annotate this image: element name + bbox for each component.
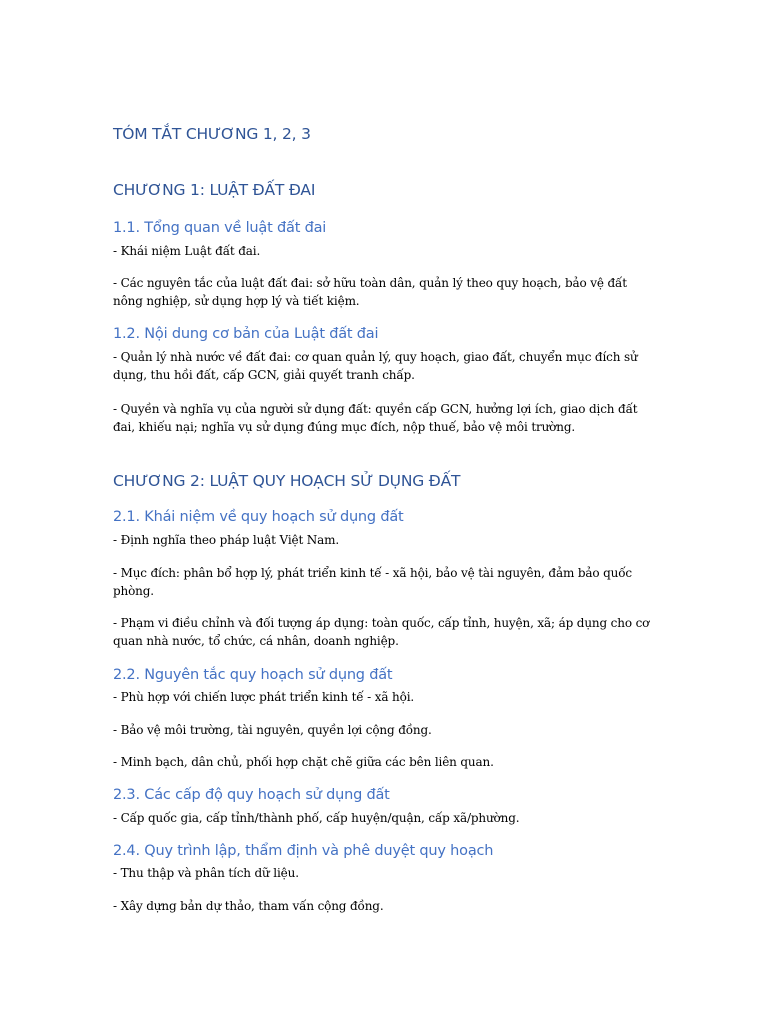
- section-2-3-heading: 2.3. Các cấp độ quy hoạch sử dụng đất: [113, 787, 390, 803]
- paragraph: - Thu thập và phân tích dữ liệu.: [113, 866, 299, 880]
- section-1-1-heading: 1.1. Tổng quan về luật đất đai: [113, 220, 327, 236]
- paragraph: - Bảo vệ môi trường, tài nguyên, quyền lợi cộng đồng.: [113, 723, 432, 737]
- paragraph: - Mục đích: phân bổ hợp lý, phát triển kinh tế - xã hội, bảo vệ tài nguyên, đảm bảo quốc phòng.: [113, 566, 632, 598]
- paragraph: - Cấp quốc gia, cấp tỉnh/thành phố, cấp huyện/quận, cấp xã/phường.: [113, 811, 520, 825]
- paragraph: - Minh bạch, dân chủ, phối hợp chặt chẽ giữa các bên liên quan.: [113, 755, 494, 769]
- paragraph: - Định nghĩa theo pháp luật Việt Nam.: [113, 533, 340, 547]
- paragraph: - Khái niệm Luật đất đai.: [113, 244, 261, 258]
- section-2-1-heading: 2.1. Khái niệm về quy hoạch sử dụng đất: [113, 509, 404, 525]
- section-2-2-heading: 2.2. Nguyên tắc quy hoạch sử dụng đất: [113, 667, 393, 683]
- paragraph: - Quyền và nghĩa vụ của người sử dụng đất: quyền cấp GCN, hưởng lợi ích, giao dịch đất đai, khiếu nại; nghĩa vụ sử dụng đúng mục đích, nộp thuế, bảo vệ môi trường.: [113, 402, 638, 434]
- paragraph: - Quản lý nhà nước về đất đai: cơ quan quản lý, quy hoạch, giao đất, chuyển mục đích sử dụng, thu hồi đất, cấp GCN, giải quyết tranh chấp.: [113, 350, 638, 382]
- chapter-2-heading: CHƯƠNG 2: LUẬT QUY HOẠCH SỬ DỤNG ĐẤT: [113, 472, 461, 490]
- chapter-1-heading: CHƯƠNG 1: LUẬT ĐẤT ĐAI: [113, 181, 316, 199]
- document-title: TÓM TẮT CHƯƠNG 1, 2, 3: [113, 125, 311, 143]
- paragraph: - Phù hợp với chiến lược phát triển kinh tế - xã hội.: [113, 690, 415, 704]
- section-1-2-heading: 1.2. Nội dung cơ bản của Luật đất đai: [113, 326, 379, 342]
- paragraph: - Xây dựng bản dự thảo, tham vấn cộng đồng.: [113, 899, 384, 913]
- section-2-4-heading: 2.4. Quy trình lập, thẩm định và phê duyệt quy hoạch: [113, 843, 494, 859]
- paragraph: - Phạm vi điều chỉnh và đối tượng áp dụng: toàn quốc, cấp tỉnh, huyện, xã; áp dụng cho cơ quan nhà nước, tổ chức, cá nhân, doanh nghiệp.: [113, 616, 650, 648]
- paragraph: - Các nguyên tắc của luật đất đai: sở hữu toàn dân, quản lý theo quy hoạch, bảo vệ đất nông nghiệp, sử dụng hợp lý và tiết kiệm.: [113, 276, 627, 308]
